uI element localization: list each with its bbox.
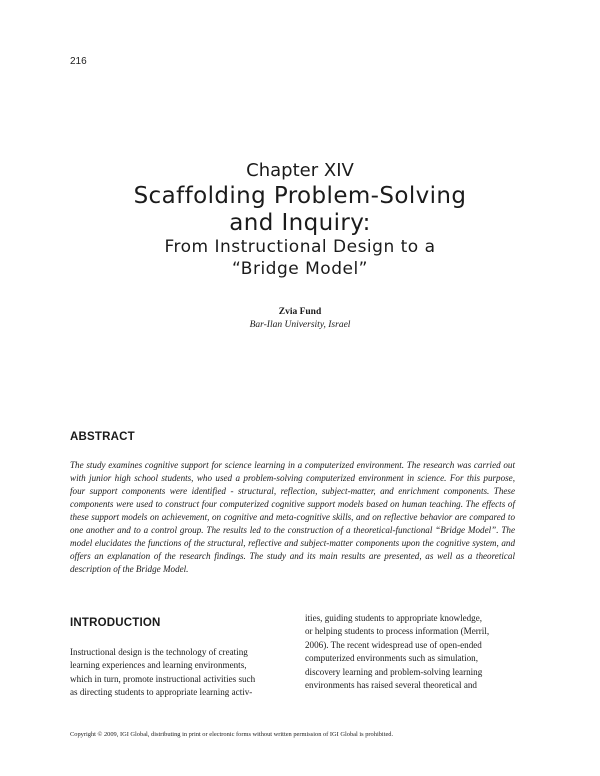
body-line: 2006). The recent widespread use of open-ended: [305, 639, 482, 650]
copyright-notice: Copyright © 2009, IGI Global, distributing in print or electronic forms without written permission of IGI Global is prohibited.: [70, 731, 394, 738]
body-line: computerized environments such as simulation,: [305, 653, 478, 664]
introduction-left-column: [70, 646, 278, 700]
body-line: discovery learning and problem-solving learning: [305, 666, 483, 677]
chapter-subtitle-line-2: “Bridge Model”: [232, 259, 368, 279]
body-line: environments has raised several theoretical and: [305, 680, 477, 691]
author-name: Zvia Fund: [278, 307, 322, 317]
body-line: as directing students to appropriate learning activ-: [70, 687, 253, 698]
abstract-heading: ABSTRACT: [70, 431, 135, 443]
page-number: 216: [70, 56, 87, 67]
body-line: ities, guiding students to appropriate knowledge,: [305, 613, 483, 623]
introduction-heading: INTRODUCTION: [70, 617, 161, 629]
author-affiliation: Bar-Ilan University, Israel: [249, 320, 351, 330]
body-line: Instructional design is the technology of creating: [70, 647, 248, 657]
body-line: learning experiences and learning environments,: [70, 660, 247, 671]
chapter-title-line-2: and Inquiry:: [229, 210, 371, 236]
body-line: which in turn, promote instructional activities such: [70, 673, 256, 684]
chapter-subtitle-line-1: From Instructional Design to a: [164, 237, 436, 257]
body-line: or helping students to process information (Merril,: [305, 626, 490, 637]
chapter-label: Chapter XIV: [246, 160, 354, 181]
introduction-right-column: [305, 612, 515, 692]
abstract-text: The study examines cognitive support for science learning in a computerized environment. The research was carried out with junior high school students, who used a problem-solving computerized environment in science. For this purpose, four support components were identified - structural, reflection, subject-matter, and enrichment components. These components were used to construct four computerized cognitive support models based on human teaching. The effects of these support models on achievement, on cognitive and meta-cognitive skills, and on reflective behavior are compared to one another and to a control group. The results led to the construction of a theoretical-functional “Bridge Model”. The model elucidates the functions of the structural, reflective and subject-matter components upon the cognitive system, and offers an explanation of the research findings. The study and its main results are presented, as well as a theoretical description of the Bridge Model.: [70, 460, 515, 574]
chapter-title-line-1: Scaffolding Problem-Solving: [133, 183, 467, 209]
